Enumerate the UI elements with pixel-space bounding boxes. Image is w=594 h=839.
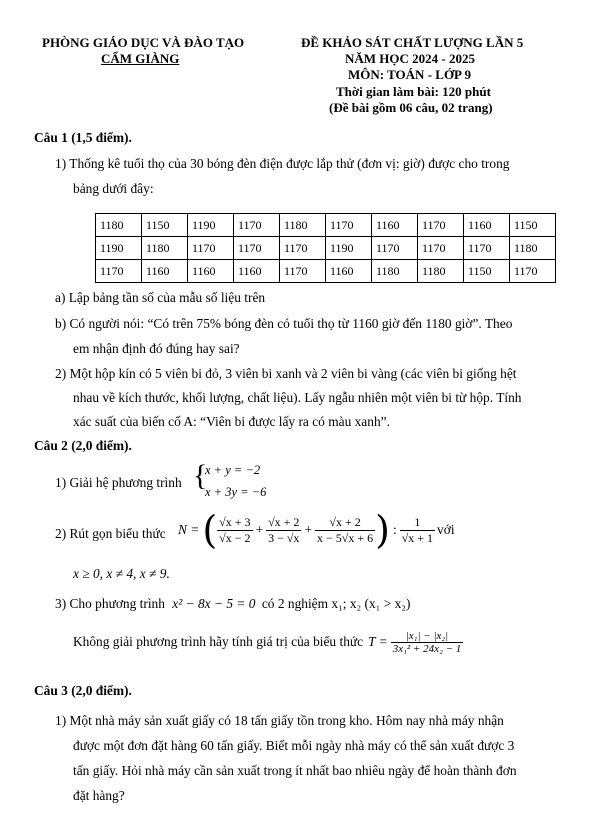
term1-fraction: $\frac{√x + 3}{√x - 2}$ (219, 514, 251, 545)
q1-part2-line2: nhau về kích thước, khối lượng, chất liệu). Lấy ngẫu nhiên một viên bi từ hộp. Tính (73, 390, 522, 405)
table-cell: 1170 (188, 237, 234, 260)
table-cell: 1160 (142, 260, 188, 283)
school-year: NĂM HỌC 2024 - 2025 (345, 51, 475, 66)
table-cell: 1150 (510, 214, 556, 237)
table-cell: 1170 (96, 260, 142, 283)
q3-part1-line3: tấn giấy. Hỏi nhà máy cần sản xuất trong ít nhất bao nhiêu ngày để hoàn thành đơn (73, 763, 517, 778)
table-cell: 1170 (418, 237, 464, 260)
q1-part-b-line2: em nhận định đó đúng hay sai? (73, 341, 240, 356)
table-cell: 1150 (142, 214, 188, 237)
exam-title: ĐỀ KHẢO SÁT CHẤT LƯỢNG LẦN 5 (301, 35, 524, 50)
q3-part1-line2: được một đơn đặt hàng 60 tấn giấy. Biết mỗi ngày nhà máy có thể sản xuất được 3 (73, 738, 515, 753)
table-cell: 1180 (280, 214, 326, 237)
q3-part1-line4: đặt hàng? (73, 788, 125, 803)
table-cell: 1170 (510, 260, 556, 283)
table-cell: 1180 (142, 237, 188, 260)
N-lhs: N = (178, 522, 200, 537)
district-name: CẨM GIÀNG (101, 51, 180, 66)
table-cell: 1150 (464, 260, 510, 283)
system-brace: { (193, 459, 208, 492)
table-cell: 1190 (326, 237, 372, 260)
divisor-fraction: $\frac{1}{√x + 1}$ (401, 514, 434, 545)
expression-N: N = ( $\frac{√x + 3}{√x - 2}$ + $\frac{√x + 2}{3 - √x}$ + $\frac{√x + 2}{x - 5√x + 6}$ ) : $\frac{1}{√x + 1}$ với (178, 508, 455, 552)
T-lhs: T = (368, 634, 388, 649)
table-cell: 1170 (234, 237, 280, 260)
table-cell: 1160 (372, 214, 418, 237)
table-row (96, 260, 556, 283)
q2-part1-label: 1) Giải hệ phương trình (55, 475, 182, 490)
table-cell: 1170 (418, 214, 464, 237)
table-cell: 1180 (418, 260, 464, 283)
q2-part2-label: 2) Rút gọn biểu thức (55, 526, 166, 541)
q2-title: Câu 2 (2,0 điểm). (34, 438, 132, 453)
term2-fraction: $\frac{√x + 2}{3 - √x}$ (268, 514, 300, 545)
q1-part1-line1: 1) Thống kê tuổi thọ của 30 bóng đèn điện được lắp thử (đơn vị: giờ) được cho trong (55, 156, 510, 171)
system-eq1: x + y = −2 (205, 463, 261, 477)
table-cell: 1170 (280, 260, 326, 283)
table-cell: 1180 (372, 260, 418, 283)
table-cell: 1170 (372, 237, 418, 260)
table-cell: 1190 (96, 237, 142, 260)
table-cell: 1170 (234, 214, 280, 237)
table-cell: 1180 (510, 237, 556, 260)
q1-part1-line2: bảng dưới đây: (73, 181, 154, 196)
q1-title: Câu 1 (1,5 điểm). (34, 130, 132, 145)
lifetime-data-table (95, 213, 556, 283)
q1-part2-line1: 2) Một hộp kín có 5 viên bi đỏ, 3 viên bi xanh và 2 viên bi vàng (các viên bi giống hệt (55, 366, 517, 381)
table-cell: 1170 (326, 214, 372, 237)
q1-part2-line3: xác suất của biến cố A: “Viên bi được lấy ra có màu xanh”. (73, 414, 390, 429)
q2-part3-line2: Không giải phương trình hãy tính giá trị của biểu thức T = $\frac{\text{|x₁| − |x₂|}}{\text{3x₁² + 24x₂ − 1}}$ (73, 629, 462, 655)
page-count: (Đề bài gồm 06 câu, 02 trang) (329, 100, 493, 115)
with-word: với (437, 522, 455, 537)
q2-part3-line1: 3) Cho phương trình x² − 8x − 5 = 0 có 2 nghiệm x₁; x₂ (x₁ > x₂) (55, 596, 411, 611)
q3-part1-line1: 1) Một nhà máy sản xuất giấy có 18 tấn giấy tồn trong kho. Hôm nay nhà máy nhận (55, 713, 504, 728)
table-row (96, 214, 556, 237)
q2-conditions: x ≥ 0, x ≠ 4, x ≠ 9. (73, 566, 170, 581)
table-cell: 1190 (188, 214, 234, 237)
table-cell: 1160 (326, 260, 372, 283)
table-cell: 1180 (96, 214, 142, 237)
term3-fraction: $\frac{√x + 2}{x - 5√x + 6}$ (317, 514, 374, 545)
q3-title: Câu 3 (2,0 điểm). (34, 683, 132, 698)
table-row (96, 237, 556, 260)
table-cell: 1170 (280, 237, 326, 260)
table-cell: 1160 (188, 260, 234, 283)
T-fraction: $\frac{\text{|x₁| − |x₂|}}{\text{3x₁² + 24x₂ − 1}}$ (392, 629, 462, 655)
system-eq2: x + 3y = −6 (205, 485, 267, 499)
subject: MÔN: TOÁN - LỚP 9 (348, 67, 472, 82)
q1-part-b-line1: b) Có người nói: “Có trên 75% bóng đèn có tuổi thọ từ 1160 giờ đến 1180 giờ”. Theo (55, 316, 513, 331)
table-cell: 1160 (234, 260, 280, 283)
roots-note: có 2 nghiệm x₁; x₂ (x₁ > x₂) (261, 596, 411, 611)
department-name: PHÒNG GIÁO DỤC VÀ ĐÀO TẠO (42, 35, 245, 50)
quadratic-equation: x² − 8x − 5 = 0 (172, 596, 256, 611)
time-limit: Thời gian làm bài: 120 phút (336, 84, 491, 99)
q1-part-a: a) Lập bảng tần số của mẫu số liệu trên (55, 290, 266, 305)
table-cell: 1160 (464, 214, 510, 237)
table-cell: 1170 (464, 237, 510, 260)
